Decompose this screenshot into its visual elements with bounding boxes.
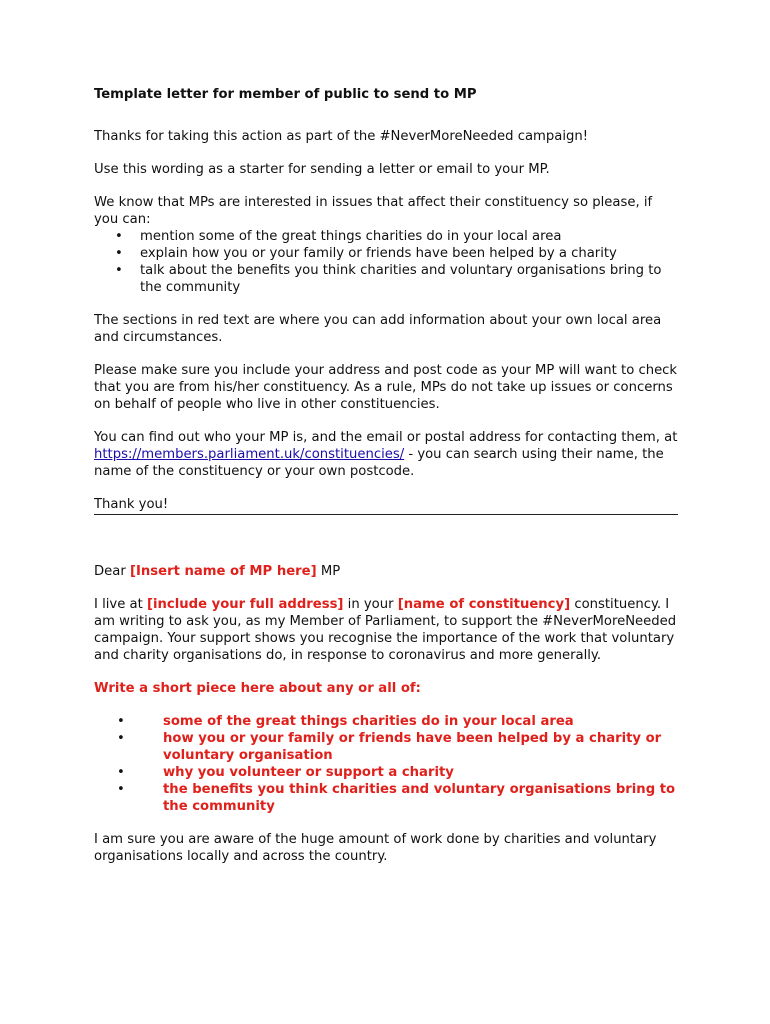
write-heading: Write a short piece here about any or all of: (94, 681, 421, 696)
intro-interest: We know that MPs are interested in issues that affect their constituency so please, if you can: (94, 195, 653, 227)
constituency-placeholder: [name of constituency] (397, 597, 571, 612)
bullet-icon: • (117, 731, 125, 746)
bullet-icon: • (117, 765, 125, 780)
bullet-icon: • (115, 246, 123, 261)
list-item: • how you or your family or friends have been helped by a charity or voluntary organisation (117, 731, 662, 763)
letter-closing: I am sure you are aware of the huge amount of work done by charities and voluntary organisations locally and across the country. (94, 832, 657, 864)
red-text-note: The sections in red text are where you can add information about your own local area and circumstances. (94, 313, 662, 345)
list-item: • explain how you or your family or friends have been helped by a charity (115, 246, 617, 261)
address-placeholder: [include your full address] (146, 597, 344, 612)
thank-you: Thank you! (94, 496, 678, 515)
red-guidance-list (94, 713, 678, 815)
list-item: • talk about the benefits you think charities and voluntary organisations bring to the community (115, 263, 662, 295)
intro-thanks: Thanks for taking this action as part of the #NeverMoreNeeded campaign! (94, 129, 589, 144)
bullet-icon: • (115, 263, 123, 278)
list-item: • the benefits you think charities and voluntary organisations bring to the community (117, 782, 676, 814)
letter-salutation: Dear [Insert name of MP here] MP (94, 564, 341, 579)
bullet-icon: • (115, 229, 123, 244)
find-mp-paragraph: You can find out who your MP is, and the email or postal address for contacting them, at https://members.parliament.uk/constituencies/ - you can search using their name, the name of the constituency or your own postcode. (94, 430, 678, 479)
list-item: • some of the great things charities do in your local area (117, 714, 574, 729)
address-note: Please make sure you include your address and post code as your MP will want to check that you are from his/her constituency. As a rule, MPs do not take up issues or concerns on behalf of people who live in other constituencies. (94, 363, 678, 412)
intro-wording: Use this wording as a starter for sending a letter or email to your MP. (94, 162, 550, 177)
letter-intro: I live at [include your full address] in your [name of constituency] constituency. I am writing to ask you, as my Member of Parliament, to support the #NeverMoreNeeded campaign. Your support shows you recognise the importance of the work that voluntary and charity organisations do, in response to coronavirus and more generally. (94, 597, 677, 663)
document-title: Template letter for member of public to send to MP (94, 87, 477, 102)
bullet-icon: • (117, 782, 125, 797)
list-item: • mention some of the great things charities do in your local area (115, 229, 562, 244)
bullet-icon: • (117, 714, 125, 729)
document-content (94, 86, 678, 881)
constituencies-link[interactable]: https://members.parliament.uk/constituencies/ (94, 447, 405, 462)
list-item: • why you volunteer or support a charity (117, 765, 454, 780)
guidance-list (94, 228, 678, 296)
mp-name-placeholder: [Insert name of MP here] (129, 564, 317, 579)
